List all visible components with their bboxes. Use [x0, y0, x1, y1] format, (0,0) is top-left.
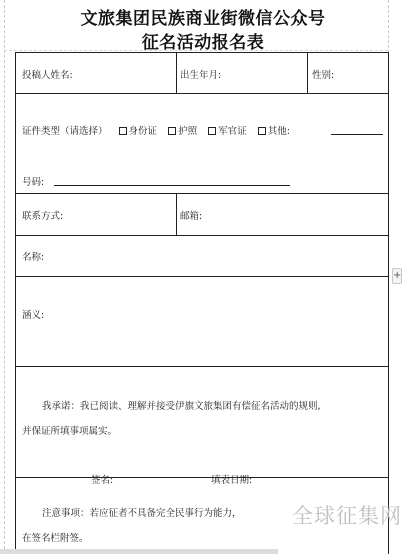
row-divider	[16, 366, 388, 367]
document-subtitle: 征名活动报名表	[141, 33, 265, 53]
row-divider	[16, 193, 388, 194]
checkbox-icon	[208, 127, 216, 135]
id-number-field[interactable]	[54, 185, 290, 186]
document-title: 文旅集团民族商业街微信公众号	[80, 9, 326, 29]
row-divider	[16, 477, 388, 478]
column-divider	[176, 53, 177, 93]
page-edge-left	[4, 0, 5, 554]
email-label: 邮箱:	[180, 211, 203, 222]
proposed-name-label: 名称:	[22, 252, 45, 263]
checkbox-icon	[168, 127, 176, 135]
meaning-label: 涵义:	[22, 310, 45, 321]
row-divider	[16, 93, 388, 94]
other-id-field[interactable]	[331, 134, 383, 135]
id-type-label: 证件类型（请选择）	[22, 126, 108, 137]
registration-form-table	[15, 52, 389, 554]
notes-text-line1: 注意事项：若应征者不具备完全民事行为能力，	[42, 508, 242, 519]
row-divider	[16, 235, 388, 236]
column-divider	[307, 53, 308, 93]
checkbox-icon	[119, 127, 127, 135]
id-number-label: 号码:	[22, 177, 45, 188]
signature-label: 签名:	[91, 475, 114, 486]
watermark-logo: 全球征集网	[292, 504, 402, 528]
row-divider	[16, 276, 388, 277]
pledge-text-line2: 并保证所填事项属实。	[22, 426, 118, 437]
id-type-row	[22, 123, 290, 137]
birth-date-label: 出生年月:	[180, 70, 222, 81]
author-name-label: 投稿人姓名:	[22, 70, 73, 81]
checkbox-icon	[258, 127, 266, 135]
pledge-text-line1: 我承诺：我已阅读、理解并接受伊旗文旅集团有偿征名活动的规则,	[42, 401, 321, 412]
id-option-idcard[interactable]: 身份证	[119, 126, 158, 137]
notes-text-line2: 在签名栏附签。	[22, 533, 89, 544]
horizontal-scrollbar[interactable]	[0, 549, 278, 554]
column-divider	[176, 193, 177, 235]
fill-date-label: 填表日期:	[211, 475, 253, 486]
id-option-military[interactable]: 军官证	[208, 126, 247, 137]
id-option-other[interactable]: 其他:	[258, 126, 290, 137]
gender-label: 性别:	[312, 70, 335, 81]
contact-label: 联系方式:	[22, 211, 64, 222]
expand-icon[interactable]: +	[392, 268, 402, 284]
id-option-passport[interactable]: 护照	[168, 126, 197, 137]
